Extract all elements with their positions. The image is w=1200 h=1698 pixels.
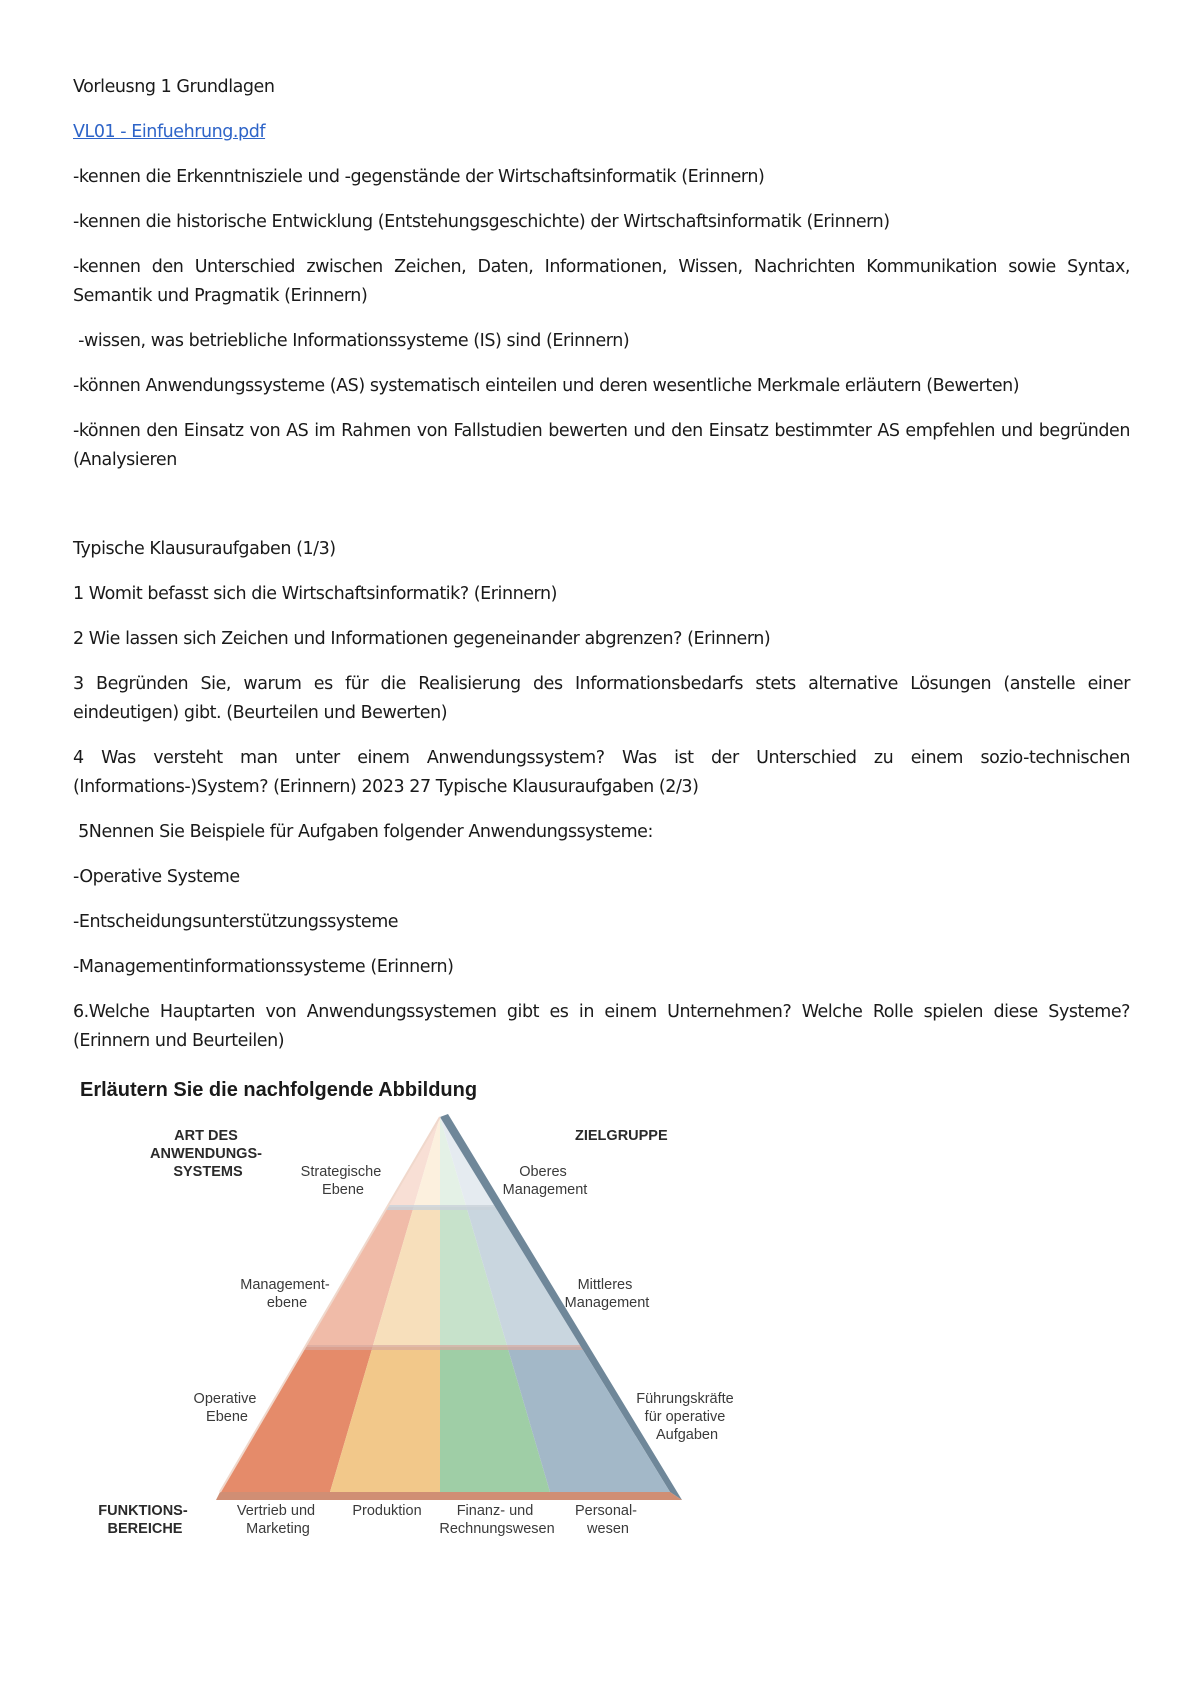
function-label-produktion: Produktion bbox=[352, 1503, 422, 1519]
exam-question: 6.Welche Hauptarten von Anwendungssystemen gibt es in einem Unternehmen? Welche Rolle spielen diese Systeme? (Erinnern und Beurteilen) bbox=[73, 1002, 1130, 1051]
exam-question: -Entscheidungsunterstützungssysteme bbox=[73, 912, 399, 932]
pdf-link[interactable]: VL01 - Einfuehrung.pdf bbox=[73, 122, 266, 142]
level-label-management: Management- ebene bbox=[240, 1277, 330, 1311]
target-label-operative: Führungskräfte für operative Aufgaben bbox=[636, 1391, 734, 1443]
exam-question: -Operative Systeme bbox=[73, 867, 240, 887]
objective-item: -wissen, was betriebliche Informationssysteme (IS) sind (Erinnern) bbox=[73, 331, 630, 351]
target-label-middle: Mittleres Management bbox=[564, 1277, 650, 1311]
exam-question: -Managementinformationssysteme (Erinnern) bbox=[73, 957, 454, 977]
exam-question: 3 Begründen Sie, warum es für die Realisierung des Informationsbedarfs stets alternative Lösungen (anstelle einer eindeutigen) gibt. (Beurteilen und Bewerten) bbox=[73, 674, 1130, 723]
band-divider bbox=[70, 1345, 770, 1350]
level-label-operative: Operative Ebene bbox=[193, 1391, 257, 1425]
figure-heading: Erläutern Sie die nachfolgende Abbildung bbox=[80, 1079, 478, 1101]
document-title: Vorleusng 1 Grundlagen bbox=[73, 77, 275, 97]
objective-item: -kennen den Unterschied zwischen Zeichen, Daten, Informationen, Wissen, Nachrichten Kommunikation sowie Syntax, Semantik und Pragmatik (Erinnern) bbox=[73, 257, 1130, 306]
art-label: ART DES ANWENDUNGS- SYSTEMS bbox=[150, 1128, 262, 1180]
exam-question: 5Nennen Sie Beispiele für Aufgaben folgender Anwendungssysteme: bbox=[73, 822, 653, 842]
exam-question: 4 Was versteht man unter einem Anwendungssystem? Was ist der Unterschied zu einem sozio-technischen (Informations-)System? (Erinnern) 2023 27 Typische Klausuraufgaben (2/3) bbox=[73, 748, 1130, 797]
objective-item: -kennen die Erkenntnisziele und -gegenstände der Wirtschaftsinformatik (Erinnern) bbox=[73, 167, 765, 187]
objective-item: -können Anwendungssysteme (AS) systematisch einteilen und deren wesentliche Merkmale erläutern (Bewerten) bbox=[73, 376, 1020, 396]
objective-item: -können den Einsatz von AS im Rahmen von Fallstudien bewerten und den Einsatz bestimmter AS empfehlen und begründen (Analysieren bbox=[73, 421, 1130, 470]
funktions-label: FUNKTIONS- BEREICHE bbox=[98, 1503, 188, 1537]
band-management bbox=[70, 1207, 770, 1347]
zielgruppe-label: ZIELGRUPPE bbox=[575, 1128, 668, 1144]
pyramid-figure bbox=[70, 1072, 770, 1542]
objective-item: -kennen die historische Entwicklung (Entstehungsgeschichte) der Wirtschaftsinformatik (Erinnern) bbox=[73, 212, 890, 232]
target-label-upper: Oberes Management bbox=[502, 1164, 588, 1198]
level-label-strategic: Strategische Ebene bbox=[300, 1164, 382, 1198]
exam-question: 2 Wie lassen sich Zeichen und Informationen gegeneinander abgrenzen? (Erinnern) bbox=[73, 629, 771, 649]
function-label-finanz: Finanz- und Rechnungswesen bbox=[439, 1503, 555, 1537]
function-label-vertrieb: Vertrieb und Marketing bbox=[236, 1503, 316, 1537]
exam-heading: Typische Klausuraufgaben (1/3) bbox=[73, 539, 336, 559]
document-body bbox=[73, 73, 1130, 1056]
exam-question: 1 Womit befasst sich die Wirtschaftsinformatik? (Erinnern) bbox=[73, 584, 557, 604]
band-divider bbox=[70, 1205, 770, 1210]
pyramid-base bbox=[216, 1492, 682, 1500]
function-label-personal: Personal- wesen bbox=[574, 1503, 638, 1537]
